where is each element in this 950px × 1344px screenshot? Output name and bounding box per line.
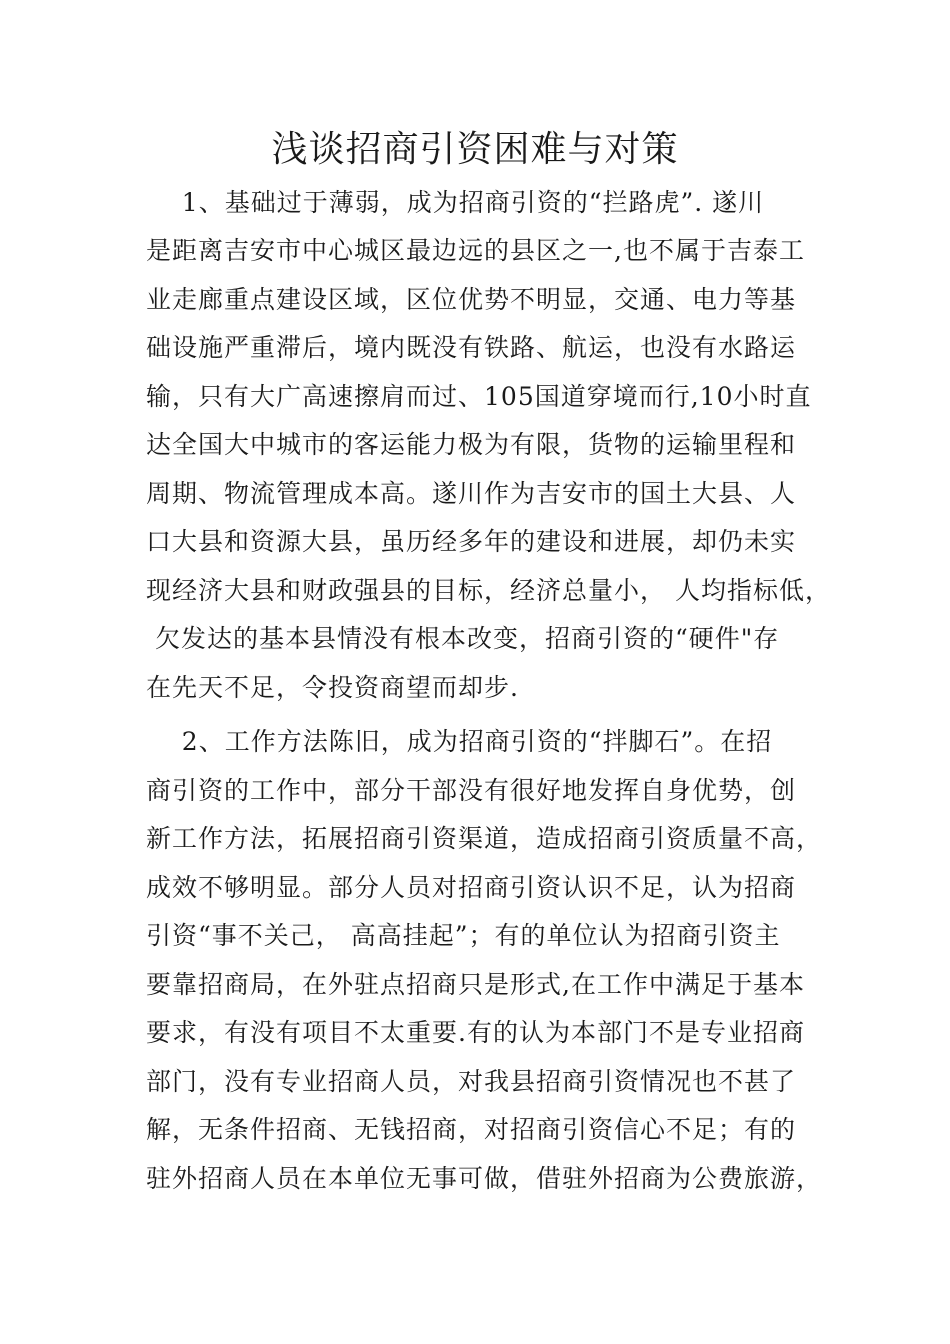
body-line: 部门，没有专业招商人员，对我县招商引资情况也不甚了 [146,1067,797,1096]
body-line: 现经济大县和财政强县的目标，经济总量小， 人均指标低， [146,576,831,605]
document-title: 浅谈招商引资困难与对策 [271,129,679,170]
body-line: 要求，有没有项目不太重要.有的认为本部门不是专业招商 [146,1018,805,1047]
body-line: 商引资的工作中，部分干部没有很好地发挥自身优势，创 [146,776,797,805]
body-line: 2、工作方法陈旧，成为招商引资的“拌脚石”。在招 [146,727,773,756]
body-line: 周期、物流管理成本高。遂川作为吉安市的国土大县、人 [146,479,797,508]
body-line: 驻外招商人员在本单位无事可做，借驻外招商为公费旅游， [146,1164,823,1193]
body-line: 达全国大中城市的客运能力极为有限，货物的运输里程和 [146,430,797,459]
body-line: 是距离吉安市中心城区最边远的县区之一,也不属于吉泰工 [146,236,805,265]
body-line: 在先天不足，令投资商望而却步. [146,673,519,702]
body-line: 引资“事不关己， 高高挂起”；有的单位认为招商引资主 [146,921,781,950]
body-line: 业走廊重点建设区域，区位优势不明显，交通、电力等基 [146,285,797,314]
body-line: 1、基础过于薄弱，成为招商引资的“拦路虎”. 遂川 [146,188,765,217]
body-line: 输，只有大广高速擦肩而过、105国道穿境而行,10小时直 [146,382,812,411]
body-line: 要靠招商局，在外驻点招商只是形式,在工作中满足于基本 [146,970,805,999]
body-line: 口大县和资源大县，虽历经多年的建设和进展，却仍未实 [146,527,797,556]
body-line: 新工作方法，拓展招商引资渠道，造成招商引资质量不高， [146,824,823,853]
body-line: 成效不够明显。部分人员对招商引资认识不足，认为招商 [146,873,797,902]
body-line: 础设施严重滞后，境内既没有铁路、航运，也没有水路运 [146,333,797,362]
body-line: 解，无条件招商、无钱招商，对招商引资信心不足；有的 [146,1115,797,1144]
body-line: 欠发达的基本县情没有根本改变，招商引资的“硬件"存 [146,624,780,653]
